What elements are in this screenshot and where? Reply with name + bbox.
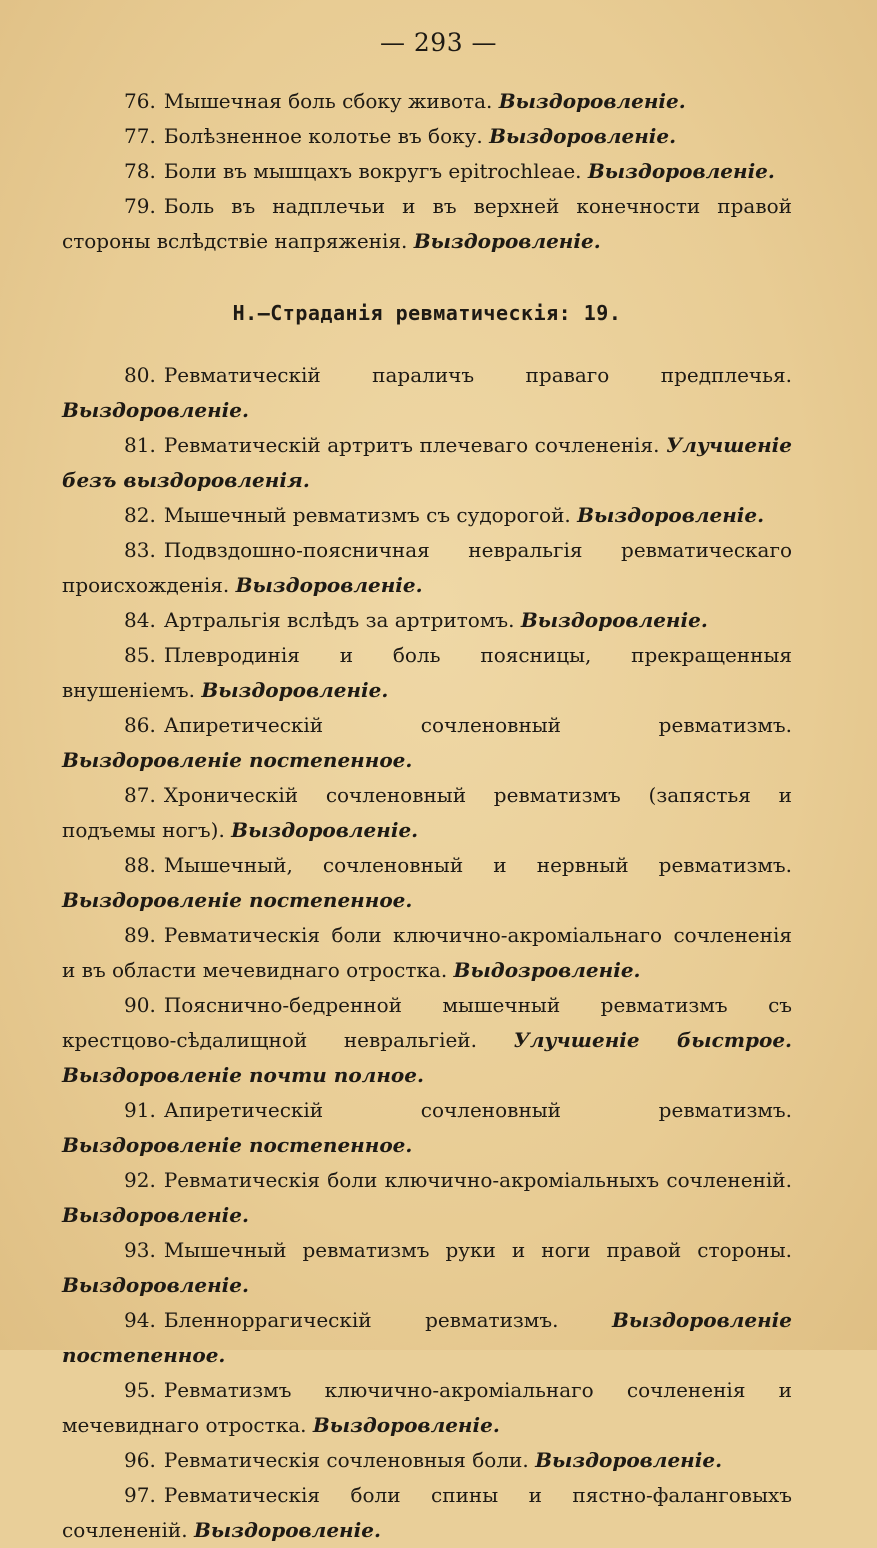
case-result: Улучшеніе безъ выздоровленія. (62, 433, 792, 492)
case-entry (62, 358, 792, 428)
page-number: — 293 — (379, 28, 498, 57)
case-number: 90. (124, 993, 156, 1017)
case-number: 93. (124, 1238, 156, 1262)
case-result: Выздоровленіе постепенное. (62, 888, 413, 912)
case-entry (62, 154, 792, 189)
case-number: 83. (124, 538, 156, 562)
case-description: Ревматизмъ ключично-акроміальнаго сочлененія и мечевиднаго отростка. (62, 1378, 792, 1437)
case-result: Выздоровленіе. (413, 229, 601, 253)
case-description: Мышечный ревматизмъ съ судорогой. (163, 503, 571, 527)
case-number: 89. (124, 923, 156, 947)
case-entry (62, 1093, 792, 1163)
case-description: Ревматическій артритъ плечеваго сочлененія. (163, 433, 660, 457)
case-description: Ревматическій параличъ праваго предплечья. (163, 363, 792, 387)
case-entry (62, 498, 792, 533)
case-number: 77. (124, 124, 156, 148)
case-result: Выздоровленіе. (587, 159, 775, 183)
case-number: 82. (124, 503, 156, 527)
case-result: Выздоровленіе. (193, 1518, 381, 1542)
section-heading: Н.—Страданія ревматическія: 19. (232, 301, 622, 325)
case-entry (62, 1303, 792, 1373)
case-description: Ревматическія боли ключично-акроміальныхъ сочлененій. (163, 1168, 792, 1192)
case-number: 94. (124, 1308, 156, 1332)
case-result: Выдозровленіе. (453, 958, 641, 982)
case-result: Выздоровленіе постепенное. (62, 1133, 413, 1157)
case-number: 84. (124, 608, 156, 632)
case-result: Выздоровленіе постепенное. (62, 1308, 792, 1367)
case-description: Ревматическія сочленовныя боли. (163, 1448, 529, 1472)
case-result: Выздоровленіе. (498, 89, 686, 113)
case-number: 88. (124, 853, 156, 877)
case-number: 78. (124, 159, 156, 183)
case-entry (62, 1478, 792, 1548)
case-description: Болѣзненное колотье въ боку. (163, 124, 483, 148)
case-result: Выздоровленіе постепенное. (62, 748, 413, 772)
case-number: 97. (124, 1483, 156, 1507)
case-result: Выздоровленіе. (231, 818, 419, 842)
case-result: Улучшеніе быстрое. Выздоровленіе почти полное. (62, 1028, 793, 1087)
case-result: Выздоровленіе. (312, 1413, 500, 1437)
case-description: Пояснично-бедренной мышечный ревматизмъ съ крестцово-сѣдалищной невральгіей. (62, 993, 792, 1052)
case-number: 80. (124, 363, 156, 387)
case-number: 95. (124, 1378, 156, 1402)
case-number: 85. (124, 643, 156, 667)
case-entry (62, 1233, 792, 1303)
case-entry (62, 603, 792, 638)
case-description: Хроническій сочленовный ревматизмъ (запястья и подъемы ногъ). (62, 783, 792, 842)
case-entry (62, 1373, 792, 1443)
case-result: Выздоровленіе. (62, 1273, 249, 1297)
case-entry (62, 848, 792, 918)
entries-after-section (62, 358, 792, 1548)
case-description: Ревматическія боли ключично-акроміальнаго сочлененія и въ области мечевиднаго отростка. (62, 923, 792, 982)
case-entry (62, 84, 792, 119)
case-description: Подвздошно-поясничная невральгія ревматическаго происхожденія. (62, 538, 792, 597)
case-entry (62, 708, 792, 778)
case-entry (62, 1163, 792, 1233)
case-result: Выздоровленіе. (62, 398, 249, 422)
case-number: 87. (124, 783, 156, 807)
case-number: 92. (124, 1168, 156, 1192)
case-entry (62, 189, 792, 259)
case-entry (62, 533, 792, 603)
case-number: 81. (124, 433, 156, 457)
case-description: Ревматическія боли спины и пястно-фаланговыхъ сочлененій. (62, 1483, 792, 1542)
case-description: Апиретическій сочленовный ревматизмъ. (163, 713, 792, 737)
case-result: Выздоровленіе. (201, 678, 389, 702)
case-result: Выздоровленіе. (235, 573, 423, 597)
case-description: Мышечный ревматизмъ руки и ноги правой стороны. (163, 1238, 792, 1262)
case-entry (62, 1443, 792, 1478)
case-number: 96. (124, 1448, 156, 1472)
case-description: Апиретическій сочленовный ревматизмъ. (163, 1098, 792, 1122)
case-description: Мышечная боль сбоку живота. (163, 89, 493, 113)
case-entry (62, 428, 792, 498)
case-description: Мышечный, сочленовный и нервный ревматизмъ. (163, 853, 792, 877)
case-result: Выздоровленіе. (520, 608, 708, 632)
case-entry (62, 918, 792, 988)
case-number: 76. (124, 89, 156, 113)
case-result: Выздоровленіе. (577, 503, 765, 527)
case-description: Артральгія вслѣдъ за артритомъ. (163, 608, 515, 632)
entries-before-section (62, 84, 792, 259)
case-description: Плевродинія и боль поясницы, прекращенныя внушеніемъ. (62, 643, 792, 702)
case-description: Боли въ мышцахъ вокругъ epitrochleae. (163, 159, 582, 183)
case-result: Выздоровленіе. (535, 1448, 723, 1472)
case-entry (62, 988, 792, 1093)
case-result: Выздоровленіе. (62, 1203, 249, 1227)
case-description: Бленноррагическій ревматизмъ. (163, 1308, 559, 1332)
case-number: 91. (124, 1098, 156, 1122)
case-entry (62, 638, 792, 708)
case-entry (62, 119, 792, 154)
case-number: 86. (124, 713, 156, 737)
case-entry (62, 778, 792, 848)
case-number: 79. (124, 194, 156, 218)
page-text (62, 84, 792, 1548)
case-description: Боль въ надплечьи и въ верхней конечности правой стороны вслѣдствіе напряженія. (62, 194, 792, 253)
case-result: Выздоровленіе. (489, 124, 677, 148)
